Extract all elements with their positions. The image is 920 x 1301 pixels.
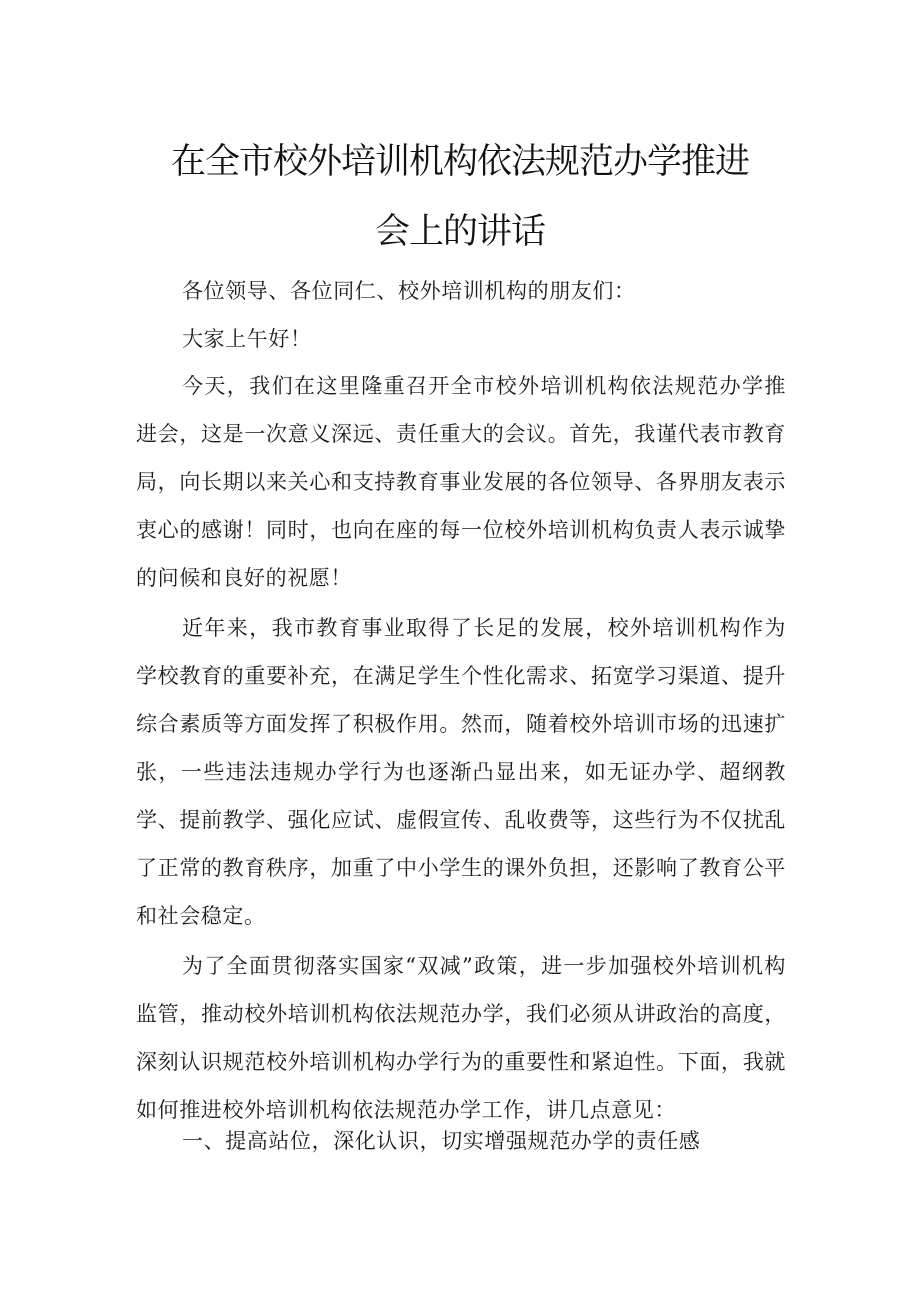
body-paragraph-2: 近年来，我市教育事业取得了长足的发展，校外培训机构作为学校教育的重要补充，在满足学生个性化需求、拓宽学习渠道、提升综合素质等方面发挥了积极作用。然而，随着校外培训市场的迅速扩张，一些违法违规办学行为也逐渐凸显出来，如无证办学、超纲教学、提前教学、强化应试、虚假宣传、乱收费等，这些行为不仅扰乱了正常的教育秩序，加重了中小学生的课外负担，还影响了教育公平和社会稳定。 (136, 616, 786, 928)
body-paragraph-3: 为了全面贯彻落实国家“双减”政策，进一步加强校外培训机构监管，推动校外培训机构依法规范办学，我们必须从讲政治的高度，深刻认识规范校外培训机构办学行为的重要性和紧迫性。下面，我就如何推进校外培训机构依法规范办学工作，讲几点意见： (136, 954, 786, 1122)
document-title-line-2: 会上的讲话 (374, 212, 545, 252)
document-title-line-1: 在全市校外培训机构依法规范办学推进 (170, 142, 749, 182)
body-paragraph-1: 今天，我们在这里隆重召开全市校外培训机构依法规范办学推进会，这是一次意义深远、责任重大的会议。首先，我谨代表市教育局，向长期以来关心和支持教育事业发展的各位领导、各界朋友表示衷心的感谢！同时，也向在座的每一位校外培训机构负责人表示诚挚的问候和良好的祝愿！ (136, 374, 786, 590)
section-heading: 一、提高站位，深化认识，切实增强规范办学的责任感 (182, 1129, 701, 1153)
salutation-paragraph: 各位领导、各位同仁、校外培训机构的朋友们： (182, 279, 636, 303)
greeting-paragraph: 大家上午好！ (182, 327, 312, 351)
